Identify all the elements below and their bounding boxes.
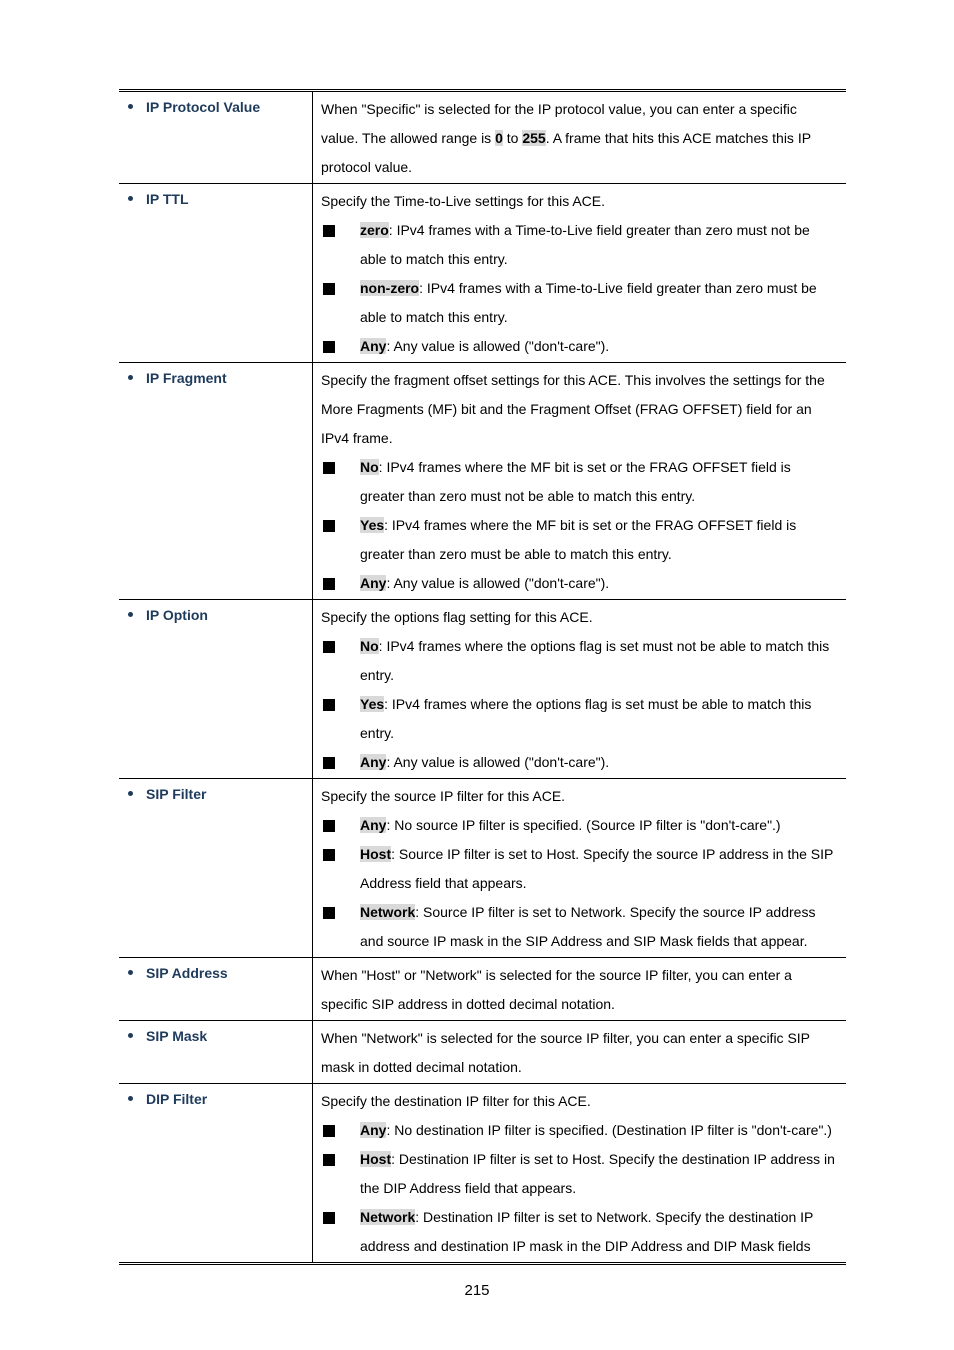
description-text: When "Specific" is selected for the IP protocol value, you can enter a specific value. The allowed range is 0 to 255. A frame that hits this ACE matches this IP protocol value. xyxy=(321,101,811,175)
square-bullet-icon xyxy=(321,1116,360,1145)
description-text: When "Network" is selected for the source IP filter, you can enter a specific SIP mask in dotted decimal notation. xyxy=(321,1030,810,1075)
option-keyword: Any xyxy=(360,338,387,354)
param-name: IP TTL xyxy=(146,190,189,207)
table-row xyxy=(119,184,846,363)
option-keyword: Any xyxy=(360,817,387,833)
param-cell xyxy=(119,1084,313,1263)
table-bottom-rule xyxy=(119,1262,846,1265)
table-row xyxy=(119,958,846,1021)
square-bullet-icon xyxy=(321,511,360,569)
bullet-icon xyxy=(128,1033,133,1038)
param-cell xyxy=(119,184,313,363)
square-bullet-icon xyxy=(321,811,360,840)
option-keyword: Network xyxy=(360,1209,416,1225)
option-item xyxy=(321,632,838,690)
option-text: : IPv4 frames where the options flag is set must not be able to match this entry. xyxy=(360,638,830,683)
description-cell xyxy=(313,184,847,363)
table-row xyxy=(119,1084,846,1263)
bullet-icon xyxy=(128,375,133,380)
square-bullet-icon xyxy=(321,453,360,511)
square-bullet-icon xyxy=(321,216,360,274)
description-cell xyxy=(313,958,847,1021)
param-cell xyxy=(119,600,313,779)
description-text: Specify the fragment offset settings for this ACE. This involves the settings for the More Fragments (MF) bit and the Fragment Offset (FRAG OFFSET) field for an IPv4 frame. xyxy=(321,372,825,446)
option-keyword: Any xyxy=(360,1122,387,1138)
description-text: Specify the destination IP filter for this ACE. xyxy=(321,1093,591,1109)
option-keyword: No xyxy=(360,459,379,475)
bullet-icon xyxy=(128,196,133,201)
description-cell xyxy=(313,1084,847,1263)
option-item xyxy=(321,690,838,748)
option-item xyxy=(321,748,838,777)
option-text: : Destination IP filter is set to Host. Specify the destination IP address in the DIP Address field that appears. xyxy=(360,1151,835,1196)
param-name: SIP Address xyxy=(146,964,228,981)
option-keyword: No xyxy=(360,638,379,654)
param-name: DIP Filter xyxy=(146,1090,208,1107)
param-name: SIP Mask xyxy=(146,1027,208,1044)
option-text: : Source IP filter is set to Network. Specify the source IP address and source IP mask in the SIP Address and SIP Mask fields that appear. xyxy=(360,904,816,949)
option-item xyxy=(321,1203,838,1261)
square-bullet-icon xyxy=(321,748,360,777)
option-text: : No destination IP filter is specified. (Destination IP filter is "don't-care".) xyxy=(386,1122,832,1138)
param-cell xyxy=(119,958,313,1021)
param-name: SIP Filter xyxy=(146,785,207,802)
option-item xyxy=(321,1116,838,1145)
page-number: 215 xyxy=(464,1282,490,1299)
param-cell xyxy=(119,92,313,184)
table-row xyxy=(119,1021,846,1084)
option-keyword: Yes xyxy=(360,517,385,533)
option-item xyxy=(321,898,838,956)
bullet-icon xyxy=(128,970,133,975)
option-text: : No source IP filter is specified. (Source IP filter is "don't-care".) xyxy=(386,817,781,833)
square-bullet-icon xyxy=(321,632,360,690)
option-item xyxy=(321,216,838,274)
square-bullet-icon xyxy=(321,1203,360,1261)
option-item xyxy=(321,453,838,511)
option-item xyxy=(321,511,838,569)
description-cell xyxy=(313,1021,847,1084)
table-row xyxy=(119,779,846,958)
square-bullet-icon xyxy=(321,1145,360,1203)
description-text: Specify the source IP filter for this ACE. xyxy=(321,788,566,804)
description-text: Specify the options flag setting for this ACE. xyxy=(321,609,593,625)
param-cell xyxy=(119,779,313,958)
option-keyword: zero xyxy=(360,222,389,238)
description-cell xyxy=(313,363,847,600)
table-row xyxy=(119,363,846,600)
param-cell xyxy=(119,363,313,600)
table-row xyxy=(119,600,846,779)
bullet-icon xyxy=(128,612,133,617)
option-keyword: Any xyxy=(360,754,387,770)
square-bullet-icon xyxy=(321,332,360,361)
option-text: : Any value is allowed ("don't-care"). xyxy=(386,338,610,354)
param-name: IP Option xyxy=(146,606,208,623)
option-text: : Any value is allowed ("don't-care"). xyxy=(386,575,610,591)
option-keyword: Host xyxy=(360,846,392,862)
param-name: IP Fragment xyxy=(146,369,227,386)
parameter-table xyxy=(119,89,846,1265)
bullet-icon xyxy=(128,791,133,796)
option-keyword: Host xyxy=(360,1151,392,1167)
range-max: 255 xyxy=(522,130,546,146)
range-min: 0 xyxy=(495,130,503,146)
option-keyword: Yes xyxy=(360,696,385,712)
description-cell xyxy=(313,600,847,779)
option-text: : IPv4 frames with a Time-to-Live field greater than zero must be able to match this entry. xyxy=(360,280,817,325)
square-bullet-icon xyxy=(321,898,360,956)
option-text: : IPv4 frames with a Time-to-Live field greater than zero must not be able to match this entry. xyxy=(360,222,810,267)
option-item xyxy=(321,569,838,598)
bullet-icon xyxy=(128,1096,133,1101)
option-keyword: Network xyxy=(360,904,416,920)
option-text: : Destination IP filter is set to Network. Specify the destination IP address and destination IP mask in the DIP Address and DIP Mask fields xyxy=(360,1209,814,1254)
param-name: IP Protocol Value xyxy=(146,98,261,115)
square-bullet-icon xyxy=(321,274,360,332)
option-item xyxy=(321,274,838,332)
option-text: : Source IP filter is set to Host. Specify the source IP address in the SIP Address field that appears. xyxy=(360,846,834,891)
option-keyword: non-zero xyxy=(360,280,420,296)
option-item xyxy=(321,840,838,898)
option-text: : IPv4 frames where the options flag is set must be able to match this entry. xyxy=(360,696,812,741)
description-cell xyxy=(313,779,847,958)
option-item xyxy=(321,811,838,840)
option-item xyxy=(321,1145,838,1203)
table-row xyxy=(119,92,846,184)
option-text: : IPv4 frames where the MF bit is set or the FRAG OFFSET field is greater than zero must be able to match this entry. xyxy=(360,517,797,562)
bullet-icon xyxy=(128,104,133,109)
description-text: Specify the Time-to-Live settings for this ACE. xyxy=(321,193,606,209)
square-bullet-icon xyxy=(321,690,360,748)
option-text: : IPv4 frames where the MF bit is set or the FRAG OFFSET field is greater than zero must not be able to match this entry. xyxy=(360,459,791,504)
option-item xyxy=(321,332,838,361)
square-bullet-icon xyxy=(321,840,360,898)
description-text: When "Host" or "Network" is selected for the source IP filter, you can enter a specific SIP address in dotted decimal notation. xyxy=(321,967,792,1012)
option-keyword: Any xyxy=(360,575,387,591)
square-bullet-icon xyxy=(321,569,360,598)
option-text: : Any value is allowed ("don't-care"). xyxy=(386,754,610,770)
description-cell xyxy=(313,92,847,184)
param-cell xyxy=(119,1021,313,1084)
